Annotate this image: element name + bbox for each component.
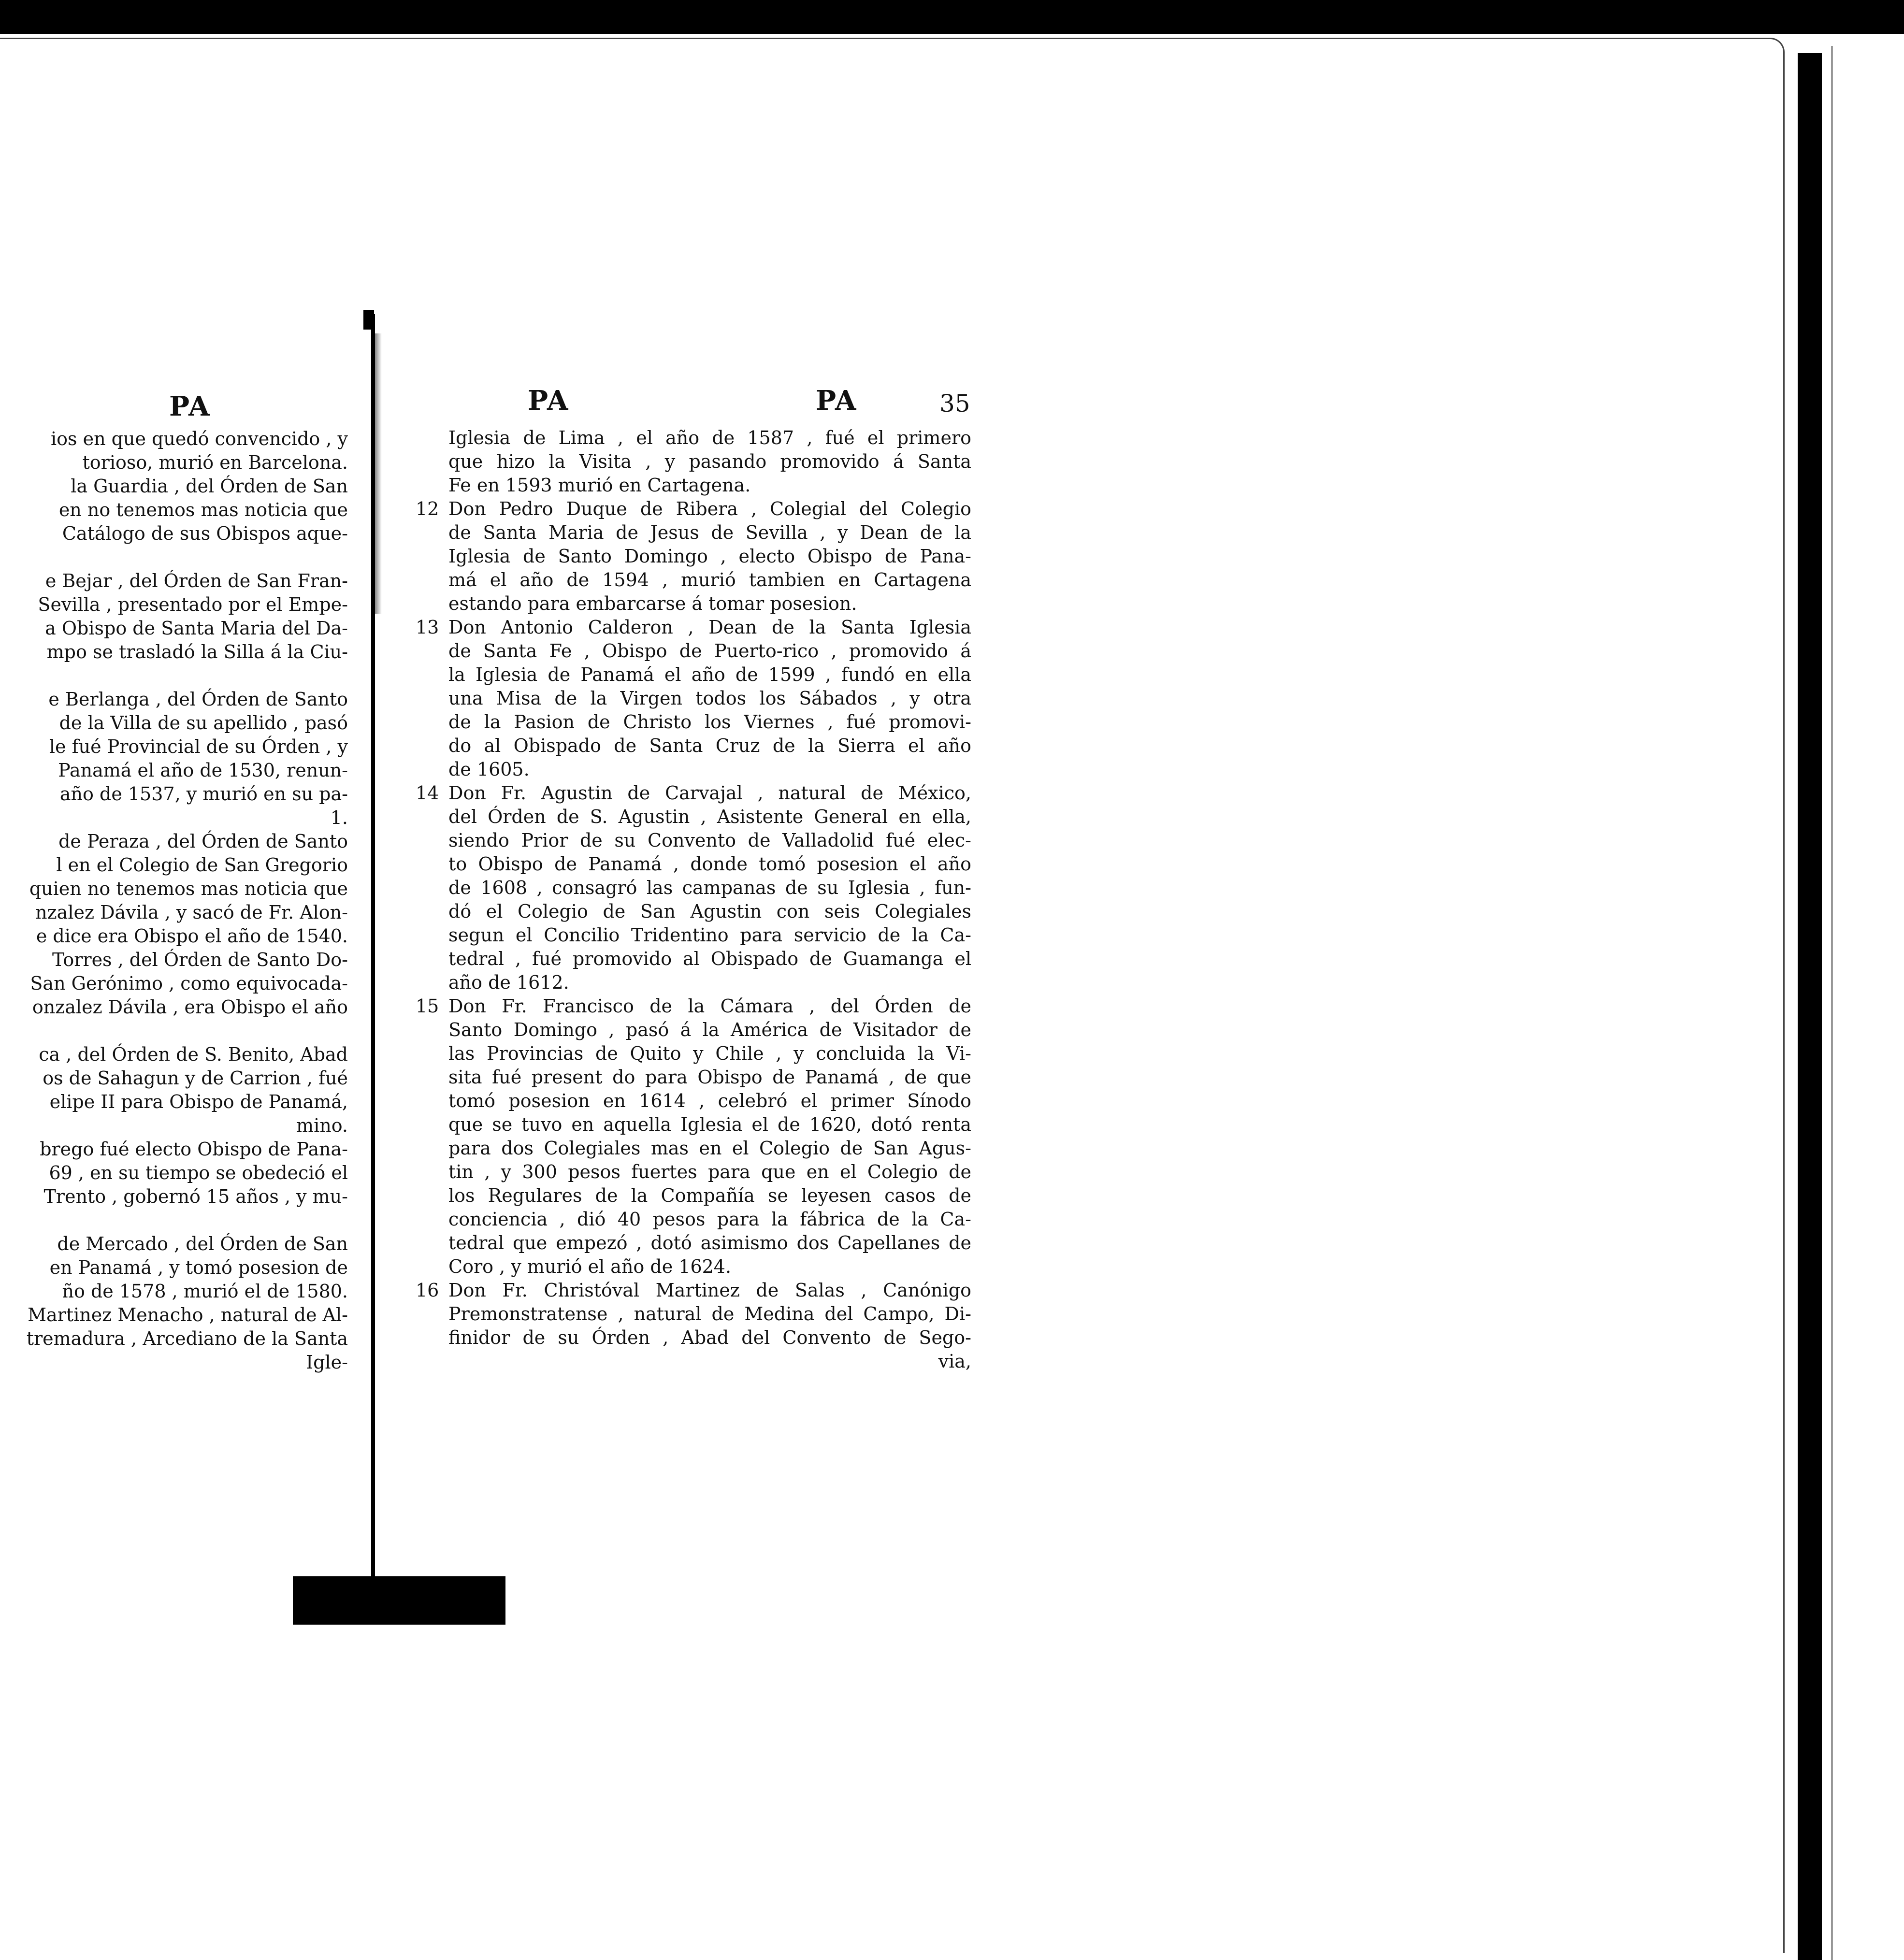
left-text-line: Sevilla , presentado por el Empe-: [38, 594, 348, 615]
left-text-line: año de 1537, y murió en su pa-: [59, 783, 348, 805]
right-running-head-left: PA: [528, 385, 569, 417]
text-line: finidor de su Órden , Abad del Convento de Sego-: [448, 1327, 971, 1348]
text-line: tedral que empezó , dotó asimismo dos Capellanes de: [448, 1232, 971, 1254]
book-gutter: [371, 314, 375, 1590]
text-line: segun el Concilio Tridentino para servicio de la Ca-: [448, 924, 971, 946]
left-text-line: tremadura , Arcediano de la Santa: [26, 1328, 348, 1349]
text-line: tedral , fué promovido al Obispado de Guamanga el: [448, 948, 971, 969]
text-line: Coro , y murió el año de 1624.: [448, 1256, 732, 1277]
text-line: los Regulares de la Compañía se leyesen casos de: [448, 1185, 971, 1206]
text-line: de 1608 , consagró las campanas de su Iglesia , fun-: [448, 877, 971, 898]
left-text-line: le fué Provincial de su Órden , y: [49, 736, 348, 757]
text-line: dó el Colegio de San Agustin con seis Colegiales: [448, 901, 971, 922]
entry-number: 12: [416, 498, 439, 519]
left-text-line: de la Villa de su apellido , pasó: [59, 712, 348, 734]
left-text-line: nzalez Dávila , y sacó de Fr. Alon-: [35, 902, 348, 923]
left-text-line: e Berlanga , del Órden de Santo: [48, 689, 348, 710]
scan-right-border: [1798, 53, 1822, 1960]
scan-right-margin: [1832, 46, 1904, 1960]
left-page-text: [0, 427, 348, 1374]
left-text-line: onzalez Dávila , era Obispo el año: [32, 996, 348, 1018]
text-line: de Santa Maria de Jesus de Sevilla , y Dean de la: [448, 522, 971, 543]
text-line: to Obispo de Panamá , donde tomó posesion el año: [448, 853, 971, 875]
entry-number: 15: [416, 995, 439, 1017]
left-text-line: mpo se trasladó la Silla á la Ciu-: [46, 641, 348, 663]
entry-number: 13: [416, 617, 439, 638]
left-text-line: [0, 1209, 348, 1232]
left-text-line: 69 , en su tiempo se obedeció el: [49, 1162, 348, 1183]
gutter-shadow: [375, 333, 382, 614]
bishop-entry: [416, 781, 971, 994]
opening-paragraph: [416, 426, 971, 497]
text-line: Premonstratense , natural de Medina del Campo, Di-: [448, 1303, 971, 1325]
bishop-entry: [416, 1279, 971, 1350]
right-page-text: [416, 426, 971, 1373]
text-line: Iglesia de Santo Domingo , electo Obispo de Pana-: [448, 546, 971, 567]
text-line: año de 1612.: [448, 972, 569, 993]
text-line: Santo Domingo , pasó á la América de Visitador de: [448, 1019, 971, 1040]
scan-top-border: [0, 0, 1904, 34]
left-text-line: brego fué electo Obispo de Pana-: [40, 1139, 348, 1160]
left-text-line: [0, 1019, 348, 1043]
text-line: Fe en 1593 murió en Cartagena.: [448, 475, 751, 496]
page-number: 35: [939, 389, 970, 418]
left-text-line: Trento , gobernó 15 años , y mu-: [43, 1186, 348, 1207]
left-text-line: ca , del Órden de S. Benito, Abad: [39, 1044, 348, 1065]
scan-black-block: [293, 1576, 505, 1625]
left-text-line: os de Sahagun y de Carrion , fué: [43, 1067, 348, 1089]
text-line: para dos Colegiales mas en el Colegio de San Agus-: [448, 1138, 971, 1159]
right-running-head-right: PA: [816, 385, 857, 417]
left-text-line: e Bejar , del Órden de San Fran-: [45, 570, 348, 591]
bishop-entry: [416, 994, 971, 1279]
text-line: Don Antonio Calderon , Dean de la Santa Iglesia: [448, 617, 971, 638]
left-text-line: l en el Colegio de San Gregorio: [56, 854, 348, 876]
left-text-line: de Mercado , del Órden de San: [57, 1233, 348, 1254]
left-text-line: de Peraza , del Órden de Santo: [58, 831, 348, 852]
left-text-line: ios en que quedó convencido , y: [51, 428, 348, 449]
catchword: via,: [938, 1351, 971, 1372]
text-line: tin , y 300 pesos fuertes para que en el Colegio de: [448, 1161, 971, 1182]
text-line: sita fué present do para Obispo de Panamá , de que: [448, 1066, 971, 1088]
text-line: una Misa de la Virgen todos los Sábados , y otra: [448, 688, 971, 709]
text-line: de 1605.: [448, 759, 530, 780]
text-line: del Órden de S. Agustin , Asistente General en ella,: [448, 806, 971, 827]
text-line: Don Fr. Agustin de Carvajal , natural de México,: [448, 782, 971, 804]
entry-number: 14: [416, 782, 439, 804]
text-line: má el año de 1594 , murió tambien en Cartagena: [448, 569, 971, 591]
left-text-line: ño de 1578 , murió el de 1580.: [62, 1281, 348, 1302]
text-line: que hizo la Visita , y pasando promovido á Santa: [448, 451, 971, 472]
text-line: Don Fr. Francisco de la Cámara , del Órden de: [448, 995, 971, 1017]
left-text-line: en no tenemos mas noticia que: [58, 499, 348, 520]
left-text-line: 1.: [330, 807, 348, 828]
left-text-line: torioso, murió en Barcelona.: [82, 452, 348, 473]
text-line: las Provincias de Quito y Chile , y concluida la Vi-: [448, 1043, 971, 1064]
left-text-line: quien no tenemos mas noticia que: [29, 878, 348, 899]
text-line: Don Fr. Christóval Martinez de Salas , Canónigo: [448, 1280, 971, 1301]
left-text-line: [0, 664, 348, 688]
left-text-line: a Obispo de Santa Maria del Da-: [45, 618, 348, 639]
left-running-head: PA: [169, 390, 211, 422]
bishop-entry: [416, 497, 971, 616]
left-text-line: [0, 546, 348, 569]
entry-number: 16: [416, 1280, 439, 1301]
left-text-line: Igle-: [306, 1352, 348, 1373]
text-line: do al Obispado de Santa Cruz de la Sierra el año: [448, 735, 971, 756]
left-text-line: la Guardia , del Órden de San: [71, 476, 348, 497]
left-text-line: Panamá el año de 1530, renun-: [58, 760, 348, 781]
text-line: de la Pasion de Christo los Viernes , fué promovi-: [448, 711, 971, 733]
bishop-entry: [416, 616, 971, 781]
text-line: de Santa Fe , Obispo de Puerto-rico , promovido á: [448, 640, 971, 662]
left-text-line: mino.: [296, 1115, 348, 1136]
left-text-line: Catálogo de sus Obispos aque-: [62, 523, 348, 544]
text-line: conciencia , dió 40 pesos para la fábrica de la Ca-: [448, 1209, 971, 1230]
text-line: Iglesia de Lima , el año de 1587 , fué el primero: [448, 427, 971, 448]
text-line: Don Pedro Duque de Ribera , Colegial del Colegio: [448, 498, 971, 519]
text-line: siendo Prior de su Convento de Valladolid fué elec-: [448, 830, 971, 851]
left-text-line: Torres , del Órden de Santo Do-: [52, 949, 348, 970]
text-line: la Iglesia de Panamá el año de 1599 , fundó en ella: [448, 664, 971, 685]
text-line: estando para embarcarse á tomar posesion.: [448, 593, 857, 614]
left-text-line: San Gerónimo , como equivocada-: [30, 973, 348, 994]
left-text-line: en Panamá , y tomó posesion de: [49, 1257, 348, 1278]
left-text-line: e dice era Obispo el año de 1540.: [36, 925, 348, 947]
text-line: que se tuvo en aquella Iglesia el de 1620, dotó renta: [448, 1114, 971, 1135]
text-line: tomó posesion en 1614 , celebró el primer Sínodo: [448, 1090, 971, 1111]
left-text-line: Martinez Menacho , natural de Al-: [28, 1304, 348, 1326]
left-text-line: elipe II para Obispo de Panamá,: [49, 1091, 348, 1112]
